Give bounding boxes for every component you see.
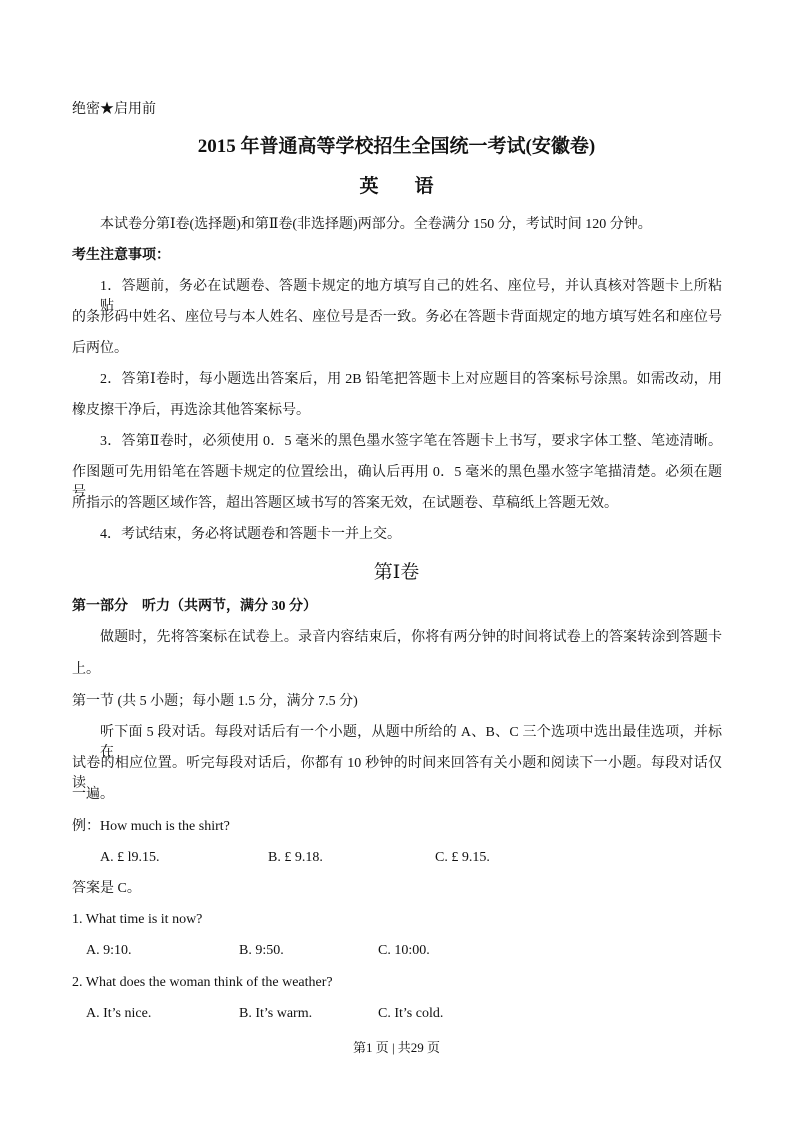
example-option-c: C. £ 9.15. [435,850,490,865]
notice-line: 后两位。 [72,341,128,356]
notice-line: 所指示的答题区域作答，超出答题区域书写的答案无效，在试题卷、草稿纸上答题无效。 [72,496,618,511]
question-2: 2. What does the woman think of the weather? [72,975,333,990]
question-2-option-b: B. It’s warm. [239,1006,313,1021]
example-option-b: B. £ 9.18. [268,850,323,865]
part1-heading: 第一部分 听力（共两节，满分 30 分） [72,599,317,614]
notice-line: 的条形码中姓名、座位号与本人姓名、座位号是否一致。务必在答题卡背面规定的地方填写姓名和座位号 [72,310,722,325]
notice-heading: 考生注意事项： [72,248,170,263]
part1-instruction-line: 上。 [72,662,100,677]
notice-line: 作图题可先用铅笔在答题卡规定的位置绘出，确认后再用 0．5 毫米的黑色墨水签字笔描清楚。必须在题号 [72,465,722,500]
subject-title [0,177,793,197]
question-1-option-a: A. 9:10. [86,943,132,958]
question-1-option-b: B. 9:50. [239,943,284,958]
question-1-option-c: C. 10:00. [378,943,430,958]
notice-line: 2．答第Ⅰ卷时，每小题选出答案后，用 2B 铅笔把答题卡上对应题目的答案标号涂黑。如需改动，用 [100,372,722,387]
confidential-mark: 绝密★启用前 [72,102,156,117]
example-question: 例：How much is the shirt? [72,819,230,834]
subject-char: 语 [414,176,434,197]
section1-heading: 第一节 (共 5 小题；每小题 1.5 分，满分 7.5 分) [72,694,358,709]
question-2-option-a: A. It’s nice. [86,1006,152,1021]
notice-line: 3．答第Ⅱ卷时，必须使用 0．5 毫米的黑色墨水签字笔在答题卡上书写，要求字体工整、笔迹清晰。 [100,434,722,449]
section1-instruction-line: 一遍。 [72,787,114,802]
notice-line: 4．考试结束，务必将试题卷和答题卡一并上交。 [100,527,401,542]
page-title: 2015 年普通高等学校招生全国统一考试(安徽卷) [197,136,596,157]
notice-line: 橡皮擦干净后，再选涂其他答案标号。 [72,403,310,418]
part1-instruction-line: 做题时，先将答案标在试卷上。录音内容结束后，你将有两分钟的时间将试卷上的答案转涂到答题卡 [100,630,722,645]
volume-title: 第Ⅰ卷 [373,562,420,583]
example-answer: 答案是 C。 [72,881,141,896]
notice-line: 1．答题前，务必在试题卷、答题卡规定的地方填写自己的姓名、座位号，并认真核对答题卡上所粘贴 [100,279,722,314]
question-1: 1. What time is it now? [72,912,203,927]
example-option-a: A. £ l9.15. [100,850,160,865]
section1-instruction-line: 听下面 5 段对话。每段对话后有一个小题，从题中所给的 A、B、C 三个选项中选出最佳选项，并标在 [100,725,722,760]
intro-text: 本试卷分第Ⅰ卷(选择题)和第Ⅱ卷(非选择题)两部分。全卷满分 150 分，考试时间 120 分钟。 [100,217,652,232]
section1-instruction-line: 试卷的相应位置。听完每段对话后，你都有 10 秒钟的时间来回答有关小题和阅读下一小题。每段对话仅读 [72,756,722,791]
page-footer: 第1 页 | 共29 页 [352,1040,441,1055]
question-2-option-c: C. It’s cold. [378,1006,444,1021]
subject-char: 英 [359,176,379,197]
